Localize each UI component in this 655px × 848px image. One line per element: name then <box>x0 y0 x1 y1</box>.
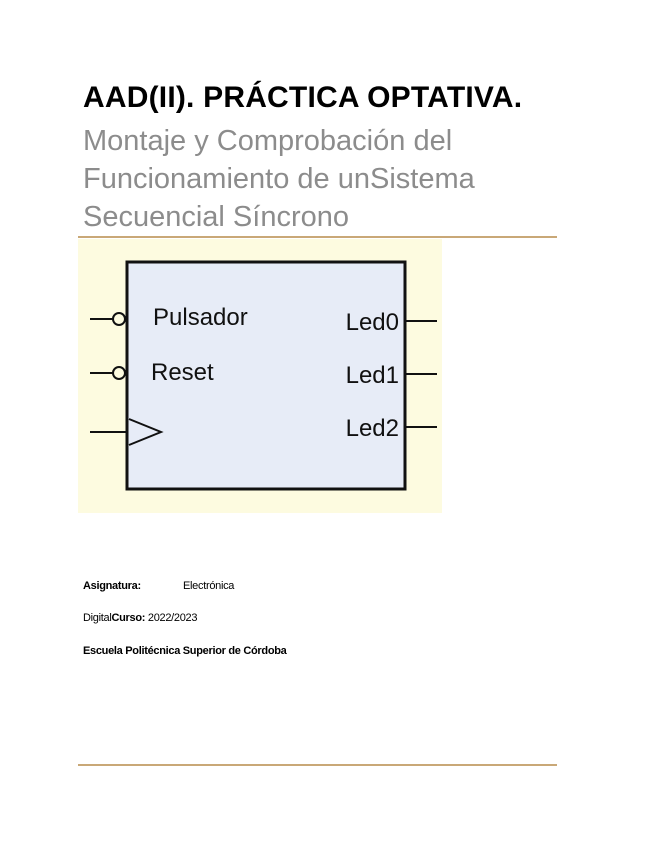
digital-text: Digital <box>83 612 112 624</box>
top-divider <box>78 236 557 238</box>
course-value: 2022/2023 <box>147 612 198 624</box>
document-title: AAD(II). PRÁCTICA OPTATIVA. <box>83 81 523 114</box>
document-subtitle <box>83 122 553 236</box>
school-name: Escuela Politécnica Superior de Córdoba <box>83 645 287 657</box>
subtitle-line-3: Secuencial Síncrono <box>83 201 349 233</box>
subtitle-line-2: Funcionamiento de unSistema <box>83 163 475 195</box>
course-label: Curso: <box>111 612 146 624</box>
subject-label: Asignatura: <box>83 580 141 592</box>
output-led2-label: Led2 <box>345 415 399 442</box>
block-diagram <box>78 239 442 513</box>
reset-inversion-bubble <box>113 367 125 379</box>
subject-line <box>83 580 235 592</box>
input-reset-label: Reset <box>151 359 214 386</box>
input-pulsador-label: Pulsador <box>153 304 248 331</box>
output-led1-label: Led1 <box>345 362 399 389</box>
pulsador-inversion-bubble <box>113 313 125 325</box>
subtitle-line-1: Montaje y Comprobación del <box>83 125 453 157</box>
subject-value: Electrónica <box>183 580 235 592</box>
bottom-divider <box>78 764 557 766</box>
output-led0-label: Led0 <box>345 309 399 336</box>
course-line <box>83 612 197 624</box>
